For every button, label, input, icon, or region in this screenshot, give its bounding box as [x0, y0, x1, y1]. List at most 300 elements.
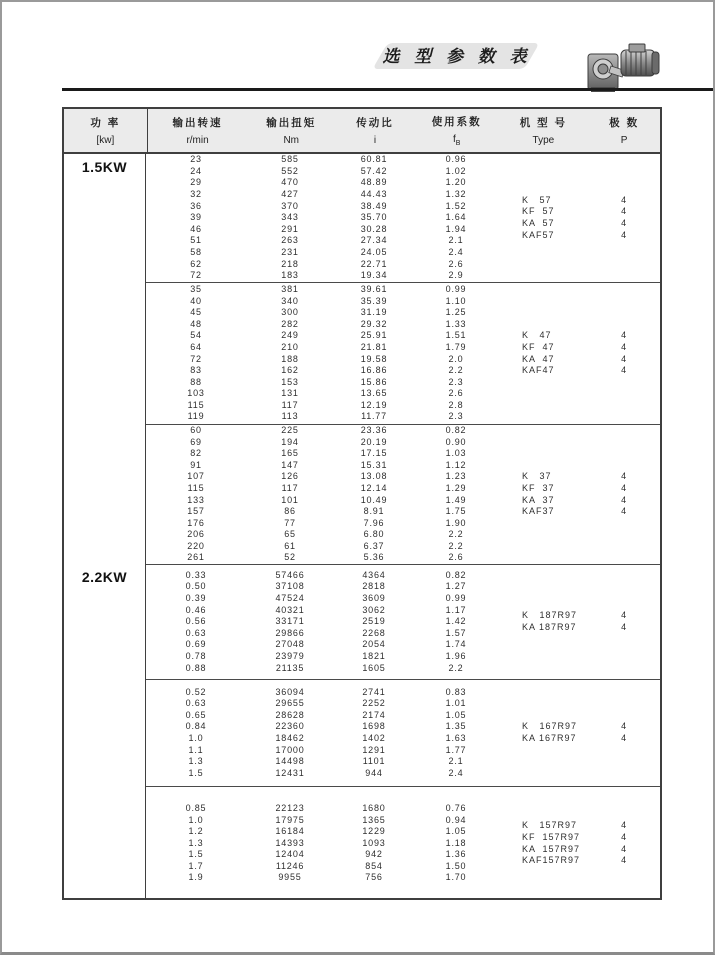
torque-value: 57466: [275, 569, 305, 580]
service-factor-value: 1.57: [445, 627, 467, 638]
data-block: [146, 154, 660, 282]
service-factor-value: 2.9: [448, 270, 464, 281]
torque-value: 585: [281, 154, 299, 165]
rpm-value: 157: [187, 506, 205, 517]
ratio-value: 35.39: [360, 295, 388, 306]
power-cell: [64, 564, 146, 679]
rpm-value: 39: [190, 212, 202, 223]
rpm-value: 32: [190, 189, 202, 200]
type-value: K 57: [522, 194, 552, 205]
torque-value: 9955: [278, 872, 302, 883]
ratio-value: 6.37: [363, 540, 385, 551]
type-column: [498, 425, 588, 564]
rpm-value: 0.84: [185, 721, 207, 732]
table-block: [64, 679, 660, 786]
ratio-value: 39.61: [360, 283, 388, 294]
ratio-value: 17.15: [360, 448, 388, 459]
output-torque-column: [246, 565, 334, 679]
output-speed-column: [146, 680, 246, 786]
torque-value: 28628: [275, 709, 305, 720]
header-type-cn: 机 型 号: [519, 116, 568, 129]
service-factor-value: 2.1: [448, 756, 464, 767]
header-output-torque: [247, 109, 335, 152]
service-factor-column: [414, 680, 498, 786]
ratio-value: 19.58: [360, 353, 388, 364]
rpm-value: 0.65: [185, 709, 207, 720]
service-factor-value: 1.35: [445, 721, 467, 732]
rpm-value: 0.56: [185, 616, 207, 627]
power-cell: [64, 679, 146, 786]
rpm-value: 91: [190, 459, 202, 470]
rpm-value: 1.5: [188, 767, 204, 778]
header-service-factor-unit: $f_B$: [452, 134, 461, 147]
table-block: [64, 154, 660, 282]
page-title: 选 型 参 数 表: [382, 47, 532, 66]
service-factor-value: 1.02: [445, 165, 467, 176]
service-factor-value: 0.99: [445, 593, 467, 604]
service-factor-value: 2.8: [448, 399, 464, 410]
output-speed-column: [146, 283, 246, 424]
poles-value: 4: [621, 820, 627, 831]
data-block: [146, 786, 660, 900]
service-factor-value: 1.36: [445, 849, 467, 860]
service-factor-value: 1.94: [445, 223, 467, 234]
rpm-value: 0.63: [185, 627, 207, 638]
header-power-unit: [kw]: [96, 135, 115, 147]
torque-value: 370: [281, 200, 299, 211]
poles-value: 4: [621, 471, 627, 482]
torque-value: 263: [281, 235, 299, 246]
rpm-value: 0.78: [185, 650, 207, 661]
ratio-value: 854: [365, 860, 383, 871]
table-body: [64, 154, 660, 900]
service-factor-column: [414, 154, 498, 282]
rpm-value: 0.63: [185, 698, 207, 709]
service-factor-value: 2.6: [448, 258, 464, 269]
ratio-value: 12.14: [360, 482, 388, 493]
type-value: KF 57: [522, 206, 555, 217]
torque-value: 153: [281, 376, 299, 387]
ratio-value: 27.34: [360, 235, 388, 246]
ratio-value: 3609: [362, 593, 386, 604]
service-factor-value: 0.82: [445, 424, 467, 435]
ratio-value: 2174: [362, 709, 386, 720]
service-factor-value: 2.2: [448, 540, 464, 551]
service-factor-value: 0.96: [445, 154, 467, 165]
ratio-value: 7.96: [363, 517, 385, 528]
torque-value: 291: [281, 223, 299, 234]
torque-value: 218: [281, 258, 299, 269]
ratio-value: 8.91: [363, 506, 385, 517]
torque-value: 470: [281, 177, 299, 188]
power-label: 1.5KW: [81, 159, 128, 175]
ratio-value: 1291: [362, 744, 386, 755]
type-column: [498, 154, 588, 282]
ratio-value: 5.36: [363, 552, 385, 563]
poles-value: 4: [621, 506, 627, 517]
torque-value: 147: [281, 459, 299, 470]
service-factor-column: [414, 787, 498, 900]
torque-value: 162: [281, 365, 299, 376]
poles-value: 4: [621, 733, 627, 743]
torque-value: 282: [281, 318, 299, 329]
ratio-value: 2252: [362, 698, 386, 709]
header-output-speed: [148, 109, 248, 152]
ratio-value: 1605: [362, 662, 386, 673]
poles-value: 4: [621, 229, 627, 240]
type-value: KA 167R97: [522, 733, 577, 743]
rpm-value: 1.9: [188, 872, 204, 883]
rpm-value: 23: [190, 154, 202, 165]
rpm-value: 0.46: [185, 604, 207, 615]
torque-value: 381: [281, 283, 299, 294]
service-factor-value: 1.63: [445, 733, 467, 743]
type-value: K 187R97: [522, 610, 578, 621]
type-value: K 47: [522, 330, 552, 341]
rpm-value: 0.39: [185, 593, 207, 604]
data-block: [146, 424, 660, 564]
poles-value: 4: [621, 831, 627, 842]
header-ratio: [335, 109, 415, 152]
rpm-value: 62: [190, 258, 202, 269]
table-header: [64, 109, 660, 154]
service-factor-value: 1.29: [445, 482, 467, 493]
output-torque-column: [246, 425, 334, 564]
rpm-value: 1.3: [188, 756, 204, 767]
service-factor-value: 0.76: [445, 802, 467, 813]
rpm-value: 1.7: [188, 860, 204, 871]
torque-value: 165: [281, 448, 299, 459]
poles-value: 4: [621, 855, 627, 866]
rpm-value: 107: [187, 471, 205, 482]
ratio-value: 944: [365, 767, 383, 778]
ratio-value: 2519: [362, 616, 386, 627]
poles-column: [588, 565, 660, 679]
torque-value: 21135: [275, 662, 305, 673]
service-factor-value: 1.10: [445, 295, 467, 306]
torque-value: 14393: [275, 837, 305, 848]
torque-value: 17975: [275, 814, 305, 825]
ratio-value: 15.31: [360, 459, 388, 470]
data-block: [146, 564, 660, 679]
rpm-value: 1.1: [188, 744, 204, 755]
service-factor-value: 1.12: [445, 459, 467, 470]
type-value: KF 37: [522, 482, 555, 493]
output-speed-column: [146, 425, 246, 564]
type-value: KAF157R97: [522, 855, 581, 866]
poles-value: 4: [621, 721, 627, 732]
power-cell: [64, 786, 146, 900]
header-type: [499, 109, 589, 152]
output-torque-column: [246, 154, 334, 282]
poles-value: 4: [621, 494, 627, 505]
torque-value: 12431: [275, 767, 305, 778]
type-value: KAF47: [522, 365, 555, 376]
output-speed-column: [146, 787, 246, 900]
service-factor-value: 0.82: [445, 569, 467, 580]
service-factor-column: [414, 565, 498, 679]
service-factor-value: 1.79: [445, 341, 467, 352]
torque-value: 343: [281, 212, 299, 223]
rpm-value: 88: [190, 376, 202, 387]
table-block: [64, 564, 660, 679]
service-factor-value: 1.90: [445, 517, 467, 528]
rpm-value: 133: [187, 494, 205, 505]
service-factor-column: [414, 283, 498, 424]
type-value: KF 47: [522, 341, 555, 352]
service-factor-value: 1.70: [445, 872, 467, 883]
poles-value: 4: [621, 194, 627, 205]
rpm-value: 46: [190, 223, 202, 234]
service-factor-value: 1.27: [445, 581, 467, 592]
rpm-value: 64: [190, 341, 202, 352]
ratio-value: 48.89: [360, 177, 388, 188]
header-type-unit: Type: [532, 135, 555, 147]
rpm-value: 54: [190, 330, 202, 341]
ratio-value: 1698: [362, 721, 386, 732]
rpm-value: 36: [190, 200, 202, 211]
power-cell: [64, 282, 146, 424]
torque-value: 210: [281, 341, 299, 352]
ratio-column: [334, 680, 414, 786]
output-speed-column: [146, 565, 246, 679]
type-value: KAF37: [522, 506, 555, 517]
service-factor-value: 2.2: [448, 365, 464, 376]
poles-column: [588, 425, 660, 564]
ratio-value: 13.65: [360, 388, 388, 399]
service-factor-value: 1.20: [445, 177, 467, 188]
output-torque-column: [246, 283, 334, 424]
selection-parameter-table: [62, 107, 662, 900]
ratio-value: 23.36: [360, 424, 388, 435]
rpm-value: 115: [187, 482, 205, 493]
ratio-value: 6.80: [363, 529, 385, 540]
rpm-value: 60: [190, 424, 202, 435]
type-value: K 167R97: [522, 721, 578, 732]
torque-value: 101: [281, 494, 299, 505]
ratio-value: 2818: [362, 581, 386, 592]
ratio-value: 31.19: [360, 307, 388, 318]
ratio-value: 1821: [362, 650, 386, 661]
ratio-value: 2268: [362, 627, 386, 638]
type-value: KA 57: [522, 218, 555, 228]
type-column: [498, 283, 588, 424]
torque-value: 86: [284, 506, 296, 517]
service-factor-value: 1.51: [445, 330, 467, 341]
torque-value: 22360: [275, 721, 305, 732]
ratio-value: 22.71: [360, 258, 388, 269]
ratio-value: 1680: [362, 802, 386, 813]
ratio-value: 15.86: [360, 376, 388, 387]
rpm-value: 1.5: [188, 849, 204, 860]
rpm-value: 0.69: [185, 639, 207, 650]
torque-value: 61: [284, 540, 296, 551]
torque-value: 12404: [275, 849, 305, 860]
ratio-value: 19.34: [360, 270, 388, 281]
header-output-torque-unit: Nm: [283, 135, 300, 147]
ratio-value: 942: [365, 849, 383, 860]
torque-value: 188: [281, 353, 299, 364]
poles-value: 4: [621, 341, 627, 352]
power-label: 2.2KW: [81, 569, 128, 585]
poles-value: 4: [621, 218, 627, 228]
service-factor-value: 1.17: [445, 604, 467, 615]
ratio-column: [334, 425, 414, 564]
ratio-value: 24.05: [360, 246, 388, 257]
ratio-column: [334, 787, 414, 900]
ratio-value: 10.49: [360, 494, 388, 505]
type-value: KA 187R97: [522, 622, 577, 632]
header-poles-cn: 极 数: [609, 116, 640, 129]
service-factor-value: 0.94: [445, 814, 467, 825]
poles-value: 4: [621, 365, 627, 376]
torque-value: 40321: [275, 604, 305, 615]
poles-column: [588, 787, 660, 900]
rpm-value: 48: [190, 318, 202, 329]
ratio-value: 57.42: [360, 165, 388, 176]
service-factor-value: 1.64: [445, 212, 467, 223]
rpm-value: 82: [190, 448, 202, 459]
torque-value: 47524: [275, 593, 305, 604]
ratio-value: 3062: [362, 604, 386, 615]
rpm-value: 1.3: [188, 837, 204, 848]
header-output-speed-cn: 输出转速: [172, 116, 223, 129]
torque-value: 340: [281, 295, 299, 306]
rpm-value: 1.2: [188, 826, 204, 837]
ratio-value: 2741: [362, 686, 386, 697]
rpm-value: 29: [190, 177, 202, 188]
ratio-value: 20.19: [360, 436, 388, 447]
torque-value: 36094: [275, 686, 305, 697]
title-rule: [62, 88, 714, 91]
type-value: K 37: [522, 471, 552, 482]
torque-value: 300: [281, 307, 299, 318]
service-factor-value: 2.6: [448, 388, 464, 399]
rpm-value: 69: [190, 436, 202, 447]
ratio-value: 1101: [362, 756, 386, 767]
output-torque-column: [246, 787, 334, 900]
service-factor-value: 2.1: [448, 235, 464, 246]
poles-value: 4: [621, 353, 627, 364]
ratio-value: 29.32: [360, 318, 388, 329]
service-factor-value: 1.77: [445, 744, 467, 755]
ratio-value: 16.86: [360, 365, 388, 376]
rpm-value: 0.85: [185, 802, 207, 813]
ratio-value: 1365: [362, 814, 386, 825]
torque-value: 77: [284, 517, 296, 528]
torque-value: 427: [281, 189, 299, 200]
header-power: [64, 109, 148, 152]
torque-value: 552: [281, 165, 299, 176]
service-factor-value: 0.99: [445, 283, 467, 294]
service-factor-value: 1.18: [445, 837, 467, 848]
rpm-value: 261: [187, 552, 205, 563]
rpm-value: 220: [187, 540, 205, 551]
type-value: KF 157R97: [522, 831, 581, 842]
header-poles-unit: P: [620, 135, 628, 147]
ratio-value: 60.81: [360, 154, 388, 165]
service-factor-value: 2.0: [448, 353, 464, 364]
rpm-value: 58: [190, 246, 202, 257]
poles-value: 4: [621, 843, 627, 854]
service-factor-value: 2.3: [448, 411, 464, 422]
rpm-value: 115: [187, 399, 205, 410]
torque-value: 194: [281, 436, 299, 447]
service-factor-value: 2.4: [448, 246, 464, 257]
torque-value: 37108: [275, 581, 305, 592]
table-block: [64, 282, 660, 424]
torque-value: 18462: [275, 733, 305, 743]
torque-value: 183: [281, 270, 299, 281]
header-output-speed-unit: r/min: [186, 135, 209, 147]
ratio-value: 11.77: [361, 411, 387, 422]
ratio-value: 21.81: [360, 341, 388, 352]
table-block: [64, 786, 660, 900]
power-cell: [64, 154, 146, 282]
service-factor-value: 1.42: [445, 616, 467, 627]
service-factor-value: 2.2: [448, 529, 464, 540]
poles-column: [588, 154, 660, 282]
torque-value: 17000: [275, 744, 305, 755]
ratio-value: 12.19: [360, 399, 388, 410]
power-cell: [64, 424, 146, 564]
torque-value: 22123: [275, 802, 305, 813]
poles-value: 4: [621, 482, 627, 493]
type-value: KA 47: [522, 353, 555, 364]
type-value: KA 37: [522, 494, 555, 505]
service-factor-value: 1.74: [445, 639, 467, 650]
service-factor-value: 0.90: [445, 436, 467, 447]
data-block: [146, 679, 660, 786]
ratio-value: 38.49: [360, 200, 388, 211]
service-factor-value: 2.2: [448, 662, 464, 673]
rpm-value: 51: [190, 235, 202, 246]
torque-value: 29866: [275, 627, 305, 638]
ratio-value: 4364: [362, 569, 386, 580]
torque-value: 225: [281, 424, 299, 435]
rpm-value: 1.0: [188, 814, 204, 825]
header-output-torque-cn: 输出扭矩: [266, 116, 317, 129]
ratio-value: 25.91: [360, 330, 388, 341]
type-column: [498, 680, 588, 786]
type-value: KAF57: [522, 229, 555, 240]
torque-value: 117: [281, 399, 299, 410]
service-factor-value: 2.4: [448, 767, 464, 778]
torque-value: 33171: [275, 616, 305, 627]
service-factor-column: [414, 425, 498, 564]
rpm-value: 83: [190, 365, 202, 376]
ratio-column: [334, 154, 414, 282]
torque-value: 16184: [275, 826, 305, 837]
service-factor-value: 1.75: [445, 506, 467, 517]
service-factor-value: 1.05: [445, 709, 467, 720]
output-torque-column: [246, 680, 334, 786]
service-factor-value: 1.49: [445, 494, 467, 505]
service-factor-value: 1.52: [445, 200, 467, 211]
service-factor-value: 1.32: [445, 189, 467, 200]
ratio-column: [334, 283, 414, 424]
ratio-value: 756: [365, 872, 383, 883]
poles-value: 4: [621, 622, 627, 632]
service-factor-value: 1.50: [445, 860, 467, 871]
data-block: [146, 282, 660, 424]
torque-value: 126: [281, 471, 299, 482]
torque-value: 231: [281, 246, 299, 257]
service-factor-value: 0.83: [445, 686, 467, 697]
rpm-value: 0.33: [185, 569, 207, 580]
header-poles: [588, 109, 660, 152]
service-factor-value: 1.05: [445, 826, 467, 837]
